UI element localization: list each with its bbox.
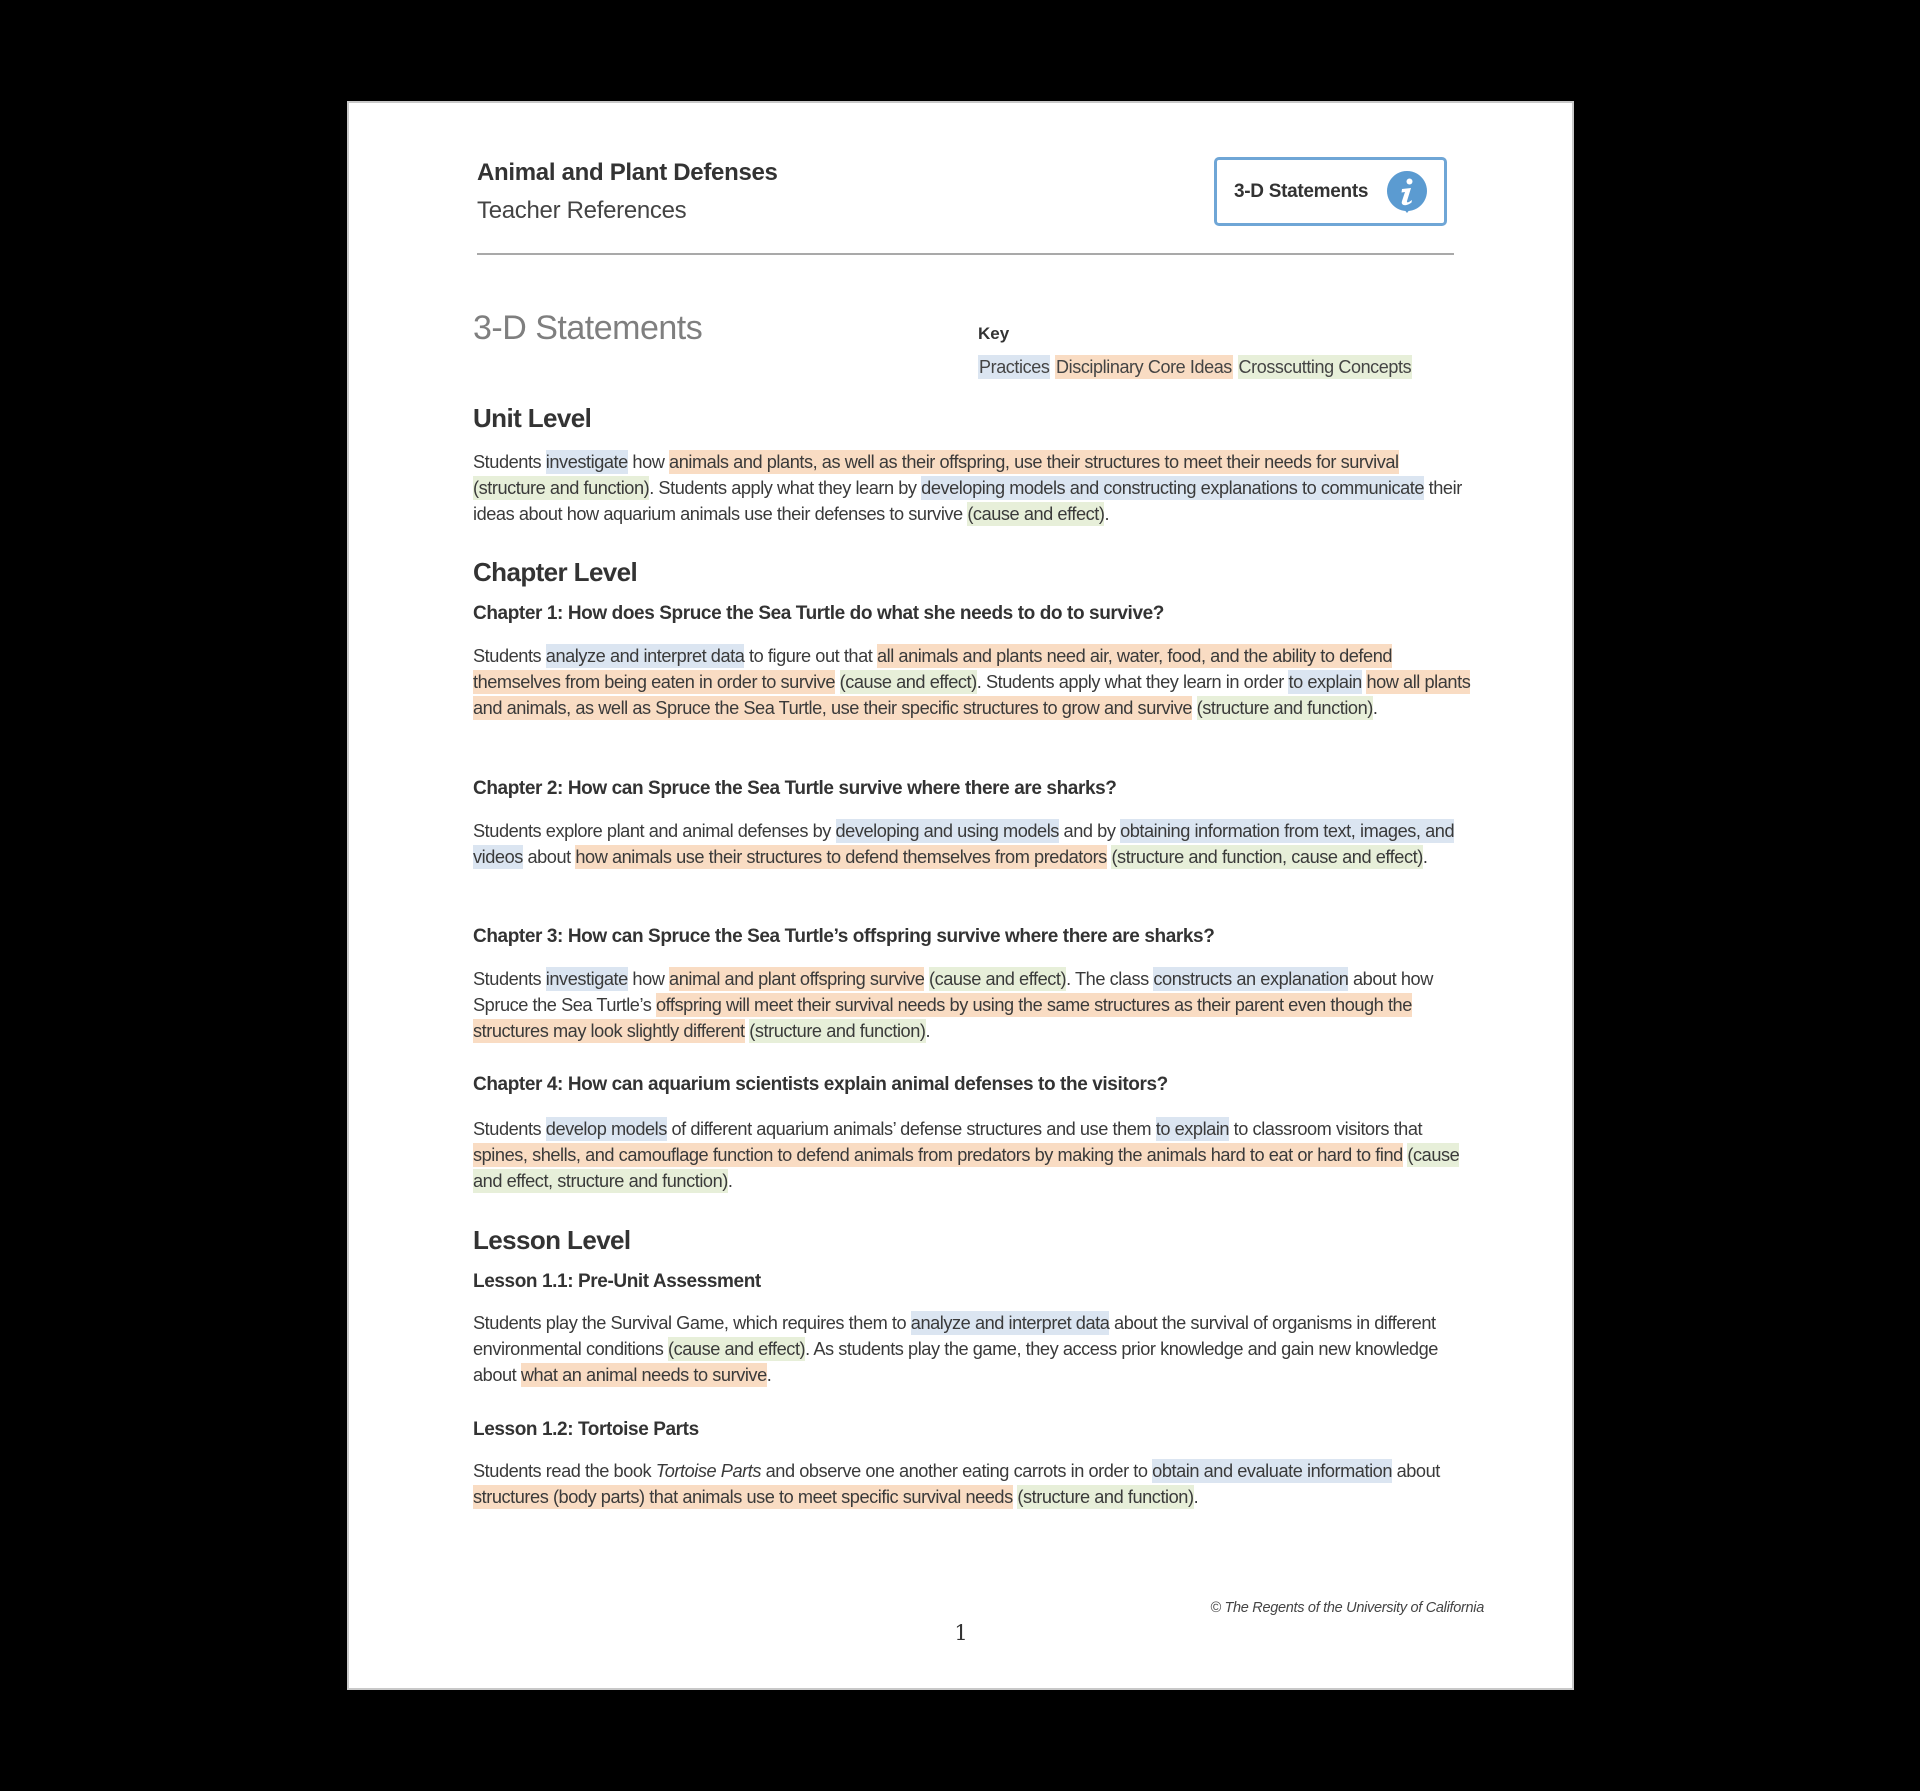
core-idea-highlight: offspring will meet their survival needs by using the same structures as their parent even though the structures may look slightly different — [473, 995, 1412, 1041]
practice-highlight: to explain — [1155, 1119, 1230, 1139]
page-number: 1 — [954, 1621, 968, 1645]
practice-highlight: investigate — [545, 969, 628, 989]
practice-highlight: analyze and interpret data — [910, 1313, 1110, 1333]
core-idea-highlight: structures (body parts) that animals use to meet specific survival needs — [473, 1487, 1013, 1507]
key-label: Key — [978, 324, 1010, 343]
core-idea-highlight: how animals use their structures to defend themselves from predators — [575, 847, 1107, 867]
chapter-2-statement: Students explore plant and animal defenses by developing and using models and by obtaining information from text, images, and videos about how animals use their structures to defend themselves from predators (structure and function, cause and effect). — [473, 821, 1455, 867]
section-title: 3-D Statements — [473, 309, 703, 347]
crosscutting-highlight: (structure and function) — [749, 1021, 926, 1041]
practice-highlight: analyze and interpret data — [545, 646, 745, 666]
lesson-1-1-statement: Students play the Survival Game, which requires them to analyze and interpret data about the survival of organisms in different environmental conditions (cause and effect). As students play the game, they access prior knowledge and gain new knowledge about what an animal needs to survive. — [473, 1313, 1438, 1385]
crosscutting-highlight: (structure and function) — [1196, 698, 1373, 718]
crosscutting-highlight: (structure and function) — [1017, 1487, 1194, 1507]
document-title: Animal and Plant Defenses — [477, 159, 778, 186]
lesson-1-2-statement: Students read the book Tortoise Parts and observe one another eating carrots in order to obtain and evaluate information about structures (body parts) that animals use to meet specific survival needs (structure and function). — [473, 1461, 1440, 1507]
crosscutting-highlight: (structure and function, cause and effect) — [1111, 847, 1423, 867]
core-idea-highlight: spines, shells, and camouflage function to defend animals from predators by making the animals hard to eat or hard to find — [473, 1145, 1403, 1165]
header-divider — [477, 253, 1454, 255]
lesson-level-heading: Lesson Level — [473, 1225, 631, 1255]
crosscutting-highlight: (cause and effect) — [839, 672, 977, 692]
unit-level-statement: Students investigate how animals and plants, as well as their offspring, use their structures to meet their needs for survival (structure and function). Students apply what they learn by developing models and constructing explanations to communicate their ideas about how aquarium animals use their defenses to survive (cause and effect). — [473, 452, 1462, 524]
key-crosscutting-concepts: Crosscutting Concepts — [1238, 357, 1412, 377]
crosscutting-highlight: (cause and effect) — [967, 504, 1105, 524]
crosscutting-highlight: (cause and effect, structure and function) — [473, 1145, 1460, 1191]
badge-label: 3-D Statements — [1234, 180, 1369, 202]
info-icon — [1386, 170, 1428, 214]
crosscutting-highlight: (cause and effect) — [668, 1339, 806, 1359]
crosscutting-highlight: (structure and function) — [473, 478, 650, 498]
document-subtitle: Teacher References — [477, 197, 687, 224]
3d-statements-badge[interactable] — [1214, 157, 1447, 226]
practice-highlight: constructs an explanation — [1153, 969, 1349, 989]
core-idea-highlight: how all plants and animals, as well as Spruce the Sea Turtle, use their specific structures to grow and survive — [473, 672, 1471, 718]
practice-highlight: to explain — [1288, 672, 1362, 692]
copyright-notice: © The Regents of the University of California — [1210, 1600, 1484, 1616]
chapter-1-heading: Chapter 1: How does Spruce the Sea Turtle do what she needs to do to survive? — [473, 603, 1164, 624]
lesson-1-2-heading: Lesson 1.2: Tortoise Parts — [473, 1419, 699, 1440]
unit-level-heading: Unit Level — [473, 403, 592, 433]
key-practices: Practices — [979, 357, 1050, 377]
chapter-4-heading: Chapter 4: How can aquarium scientists explain animal defenses to the visitors? — [473, 1074, 1168, 1095]
practice-highlight: obtaining information from text, images, and videos — [473, 821, 1455, 867]
chapter-3-heading: Chapter 3: How can Spruce the Sea Turtle’s offspring survive where there are sharks? — [473, 926, 1215, 947]
practice-highlight: develop models — [545, 1119, 667, 1139]
practice-highlight: obtain and evaluate information — [1152, 1461, 1392, 1481]
chapter-1-statement: Students analyze and interpret data to figure out that all animals and plants need air, water, food, and the ability to defend themselves from being eaten in order to survive (cause and effect). Students apply what they learn in order to explain how all plants and animals, as well as Spruce the Sea Turtle, use their specific structures to grow and survive (structure and function). — [473, 646, 1471, 718]
practice-highlight: investigate — [545, 452, 628, 472]
chapter-3-statement: Students investigate how animal and plant offspring survive (cause and effect). The class constructs an explanation about how Spruce the Sea Turtle’s offspring will meet their survival needs by using the same structures as their parent even though the structures may look slightly different (structure and function). — [473, 969, 1433, 1041]
book-title: Tortoise Parts — [655, 1461, 762, 1481]
core-idea-highlight: animal and plant offspring survive — [669, 969, 925, 989]
practice-highlight: developing and using models — [835, 821, 1059, 841]
chapter-level-heading: Chapter Level — [473, 557, 638, 587]
document-page — [347, 101, 1574, 1690]
practice-highlight: developing models and constructing explanations to communicate — [921, 478, 1425, 498]
chapter-4-statement: Students develop models of different aquarium animals’ defense structures and use them to explain to classroom visitors that spines, shells, and camouflage function to defend animals from predators by making the animals hard to eat or hard to find (cause and effect, structure and function). — [473, 1119, 1460, 1191]
core-idea-highlight: all animals and plants need air, water, food, and the ability to defend themselves from being eaten in order to survive — [473, 646, 1393, 692]
key-disciplinary-core-ideas: Disciplinary Core Ideas — [1056, 357, 1232, 377]
core-idea-highlight: animals and plants, as well as their offspring, use their structures to meet their needs for survival — [669, 452, 1399, 472]
key-legend — [978, 357, 1412, 378]
lesson-1-1-heading: Lesson 1.1: Pre-Unit Assessment — [473, 1271, 761, 1292]
core-idea-highlight: what an animal needs to survive — [520, 1365, 767, 1385]
crosscutting-highlight: (cause and effect) — [928, 969, 1067, 989]
chapter-2-heading: Chapter 2: How can Spruce the Sea Turtle survive where there are sharks? — [473, 778, 1117, 799]
